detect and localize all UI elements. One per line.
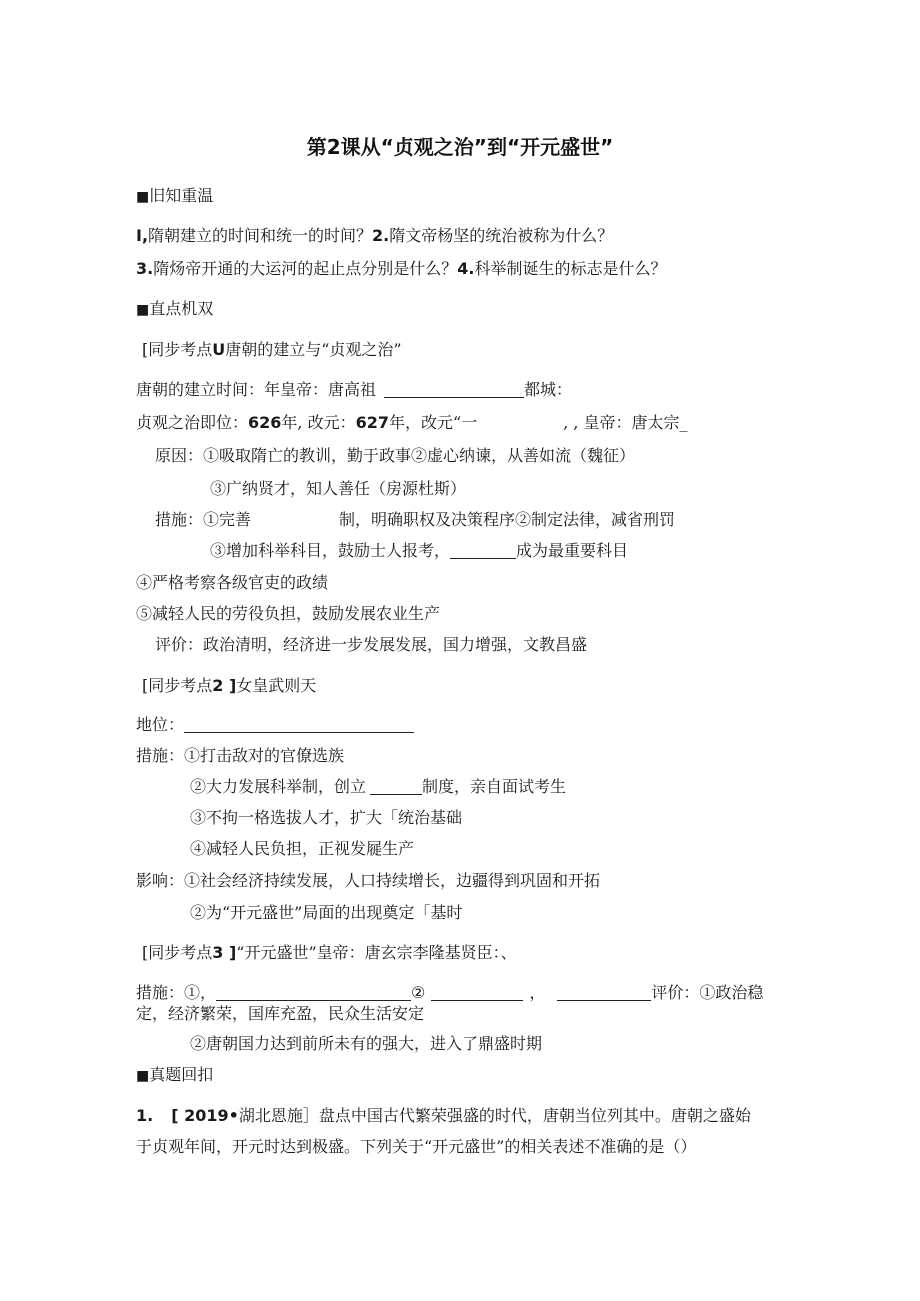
kp1-zhenguan [136, 413, 688, 433]
measure-text: 评价：①政治稳 [651, 983, 764, 1002]
kp2-status [136, 715, 414, 735]
kp-heading-number: 3 ] [212, 943, 237, 962]
kp1-measure-2 [210, 541, 628, 561]
kp3-heading [142, 943, 517, 963]
section-review-label: 旧知重温 [149, 186, 214, 205]
page-title: 第2课从“贞观之治”到“开元盛世” [306, 135, 614, 159]
kp-heading-prefix: [同步考点 [142, 943, 213, 962]
kp2-heading [142, 676, 316, 696]
square-bullet-icon: ■ [136, 189, 150, 205]
zhenguan-text: 年，改元“一 [389, 413, 478, 432]
kp2-measure-1: 措施：①打击敌对的官僚选族 [136, 746, 345, 765]
question-number: I, [136, 226, 149, 245]
measure-text: ， [529, 983, 546, 1002]
review-question-line-2 [136, 259, 666, 279]
zhenguan-label: 贞观之治即位： [136, 413, 249, 432]
section-review [136, 186, 213, 207]
kp1-heading [142, 340, 402, 360]
kp2-impact-1: 影响：①社会经济持续发展，人口持续增长，边疆得到巩固和开拓 [136, 871, 601, 890]
measure-text: 制，明确职权及决策程序②制定法律，减省刑罚 [339, 510, 676, 529]
zhenguan-text: 年, 改元： [281, 413, 356, 432]
measure-text: ③增加科举科目，鼓励士人报考， [210, 541, 451, 560]
section-key-points [136, 299, 213, 320]
question-number: 3. [136, 259, 154, 278]
square-bullet-icon: ■ [136, 1068, 150, 1084]
fill-blank[interactable] [216, 984, 411, 1001]
kp-heading-number: 2 ] [212, 676, 237, 695]
kp-heading-title: 女皇武则天 [236, 676, 317, 695]
kp3-measures [136, 983, 763, 1003]
fill-blank[interactable] [184, 716, 414, 733]
question-number: 2. [372, 226, 390, 245]
status-label: 地位： [136, 715, 185, 734]
kp1-evaluation: 评价：政治清明，经济进一步发展发展，国力增强，文教昌盛 [155, 635, 588, 654]
fill-blank[interactable] [431, 984, 523, 1001]
measure-text: 措施：①， [136, 983, 217, 1002]
fill-blank[interactable] [370, 778, 422, 795]
kp-heading-title: “开元盛世”皇帝：唐玄宗李隆基贤臣：、 [236, 943, 517, 962]
kp2-measure-4: ④减轻人民负担，正视发屣生产 [190, 839, 415, 858]
question-source: 湖北恩施］ [238, 1106, 319, 1125]
kp2-measure-3: ③不拘一格选拔人才，扩大「统治基础 [190, 808, 463, 827]
founding-text: 唐朝的建立时间：年皇帝：唐高祖 [136, 380, 377, 399]
section-real-questions [136, 1065, 213, 1086]
question-number: 4. [457, 259, 475, 278]
kp-heading-title: 唐朝的建立与“贞观之治” [225, 340, 402, 359]
question-text: 隋朝建立的时间和统一的时间？ [148, 226, 373, 245]
kp1-measure-3: ④严格考察各级官吏的政绩 [136, 573, 329, 592]
fill-blank[interactable] [557, 984, 651, 1001]
section-real-questions-label: 真题回扣 [149, 1065, 214, 1084]
question-text: 科举制诞生的标志是什么？ [474, 259, 667, 278]
zhenguan-emperor: , , 皇帝：唐太宗_ [563, 413, 688, 432]
section-key-points-label: 直点机双 [149, 299, 214, 318]
kp-heading-prefix: [同步考点 [142, 676, 213, 695]
square-bullet-icon: ■ [136, 302, 150, 318]
fill-blank[interactable] [450, 542, 516, 559]
kp2-measure-2 [190, 777, 566, 797]
question-text: 隋文帝杨坚的统治被称为什么？ [389, 226, 614, 245]
kp-heading-number: U [212, 340, 226, 359]
kp1-founding [136, 380, 572, 400]
question-number: 1. [136, 1106, 154, 1125]
capital-label: 都城： [524, 380, 573, 399]
question-1-line-2: 于贞观年间，开元时达到极盛。下列关于“开元盛世”的相关表述不准确的是（） [136, 1137, 697, 1156]
kp1-measure-1 [155, 510, 675, 530]
question-source: [ 2019• [171, 1106, 239, 1125]
kp3-evaluation-2: ②唐朝国力达到前所未有的强大，进入了鼎盛时期 [190, 1034, 543, 1053]
kp1-reason-2: ③广纳贤才，知人善任（房源杜斯） [210, 479, 467, 498]
measure-text: ②大力发展科举制，创立 [190, 777, 367, 796]
kp1-measure-4: ⑤减轻人民的劳役负担，鼓励发展农业生产 [136, 604, 441, 623]
measure-text: 成为最重要科目 [516, 541, 629, 560]
measure-text: 措施：①完善 [155, 510, 252, 529]
review-question-line-1 [136, 226, 613, 246]
year-value: 626 [248, 413, 282, 432]
measure-text: 制度，亲自面试考生 [422, 777, 567, 796]
year-value: 627 [355, 413, 390, 432]
kp2-impact-2: ②为“开元盛世”局面的出现奠定「基时 [190, 903, 463, 922]
measure-text: ② [411, 983, 426, 1002]
question-text: 盘点中国古代繁荣强盛的时代，唐朝当位列其中。唐朝之盛始 [318, 1106, 751, 1125]
question-text: 隋炀帝开通的大运河的起止点分别是什么？ [153, 259, 458, 278]
kp1-reason-1: 原因：①吸取隋亡的教训，勤于政事②虚心纳谏，从善如流（魏征） [155, 446, 636, 465]
kp3-measures-cont: 定，经济繁荣，国库充盈，民众生活安定 [136, 1004, 425, 1023]
kp-heading-prefix: [同步考点 [142, 340, 213, 359]
question-1-line-1 [136, 1106, 751, 1126]
fill-blank[interactable] [384, 381, 524, 398]
